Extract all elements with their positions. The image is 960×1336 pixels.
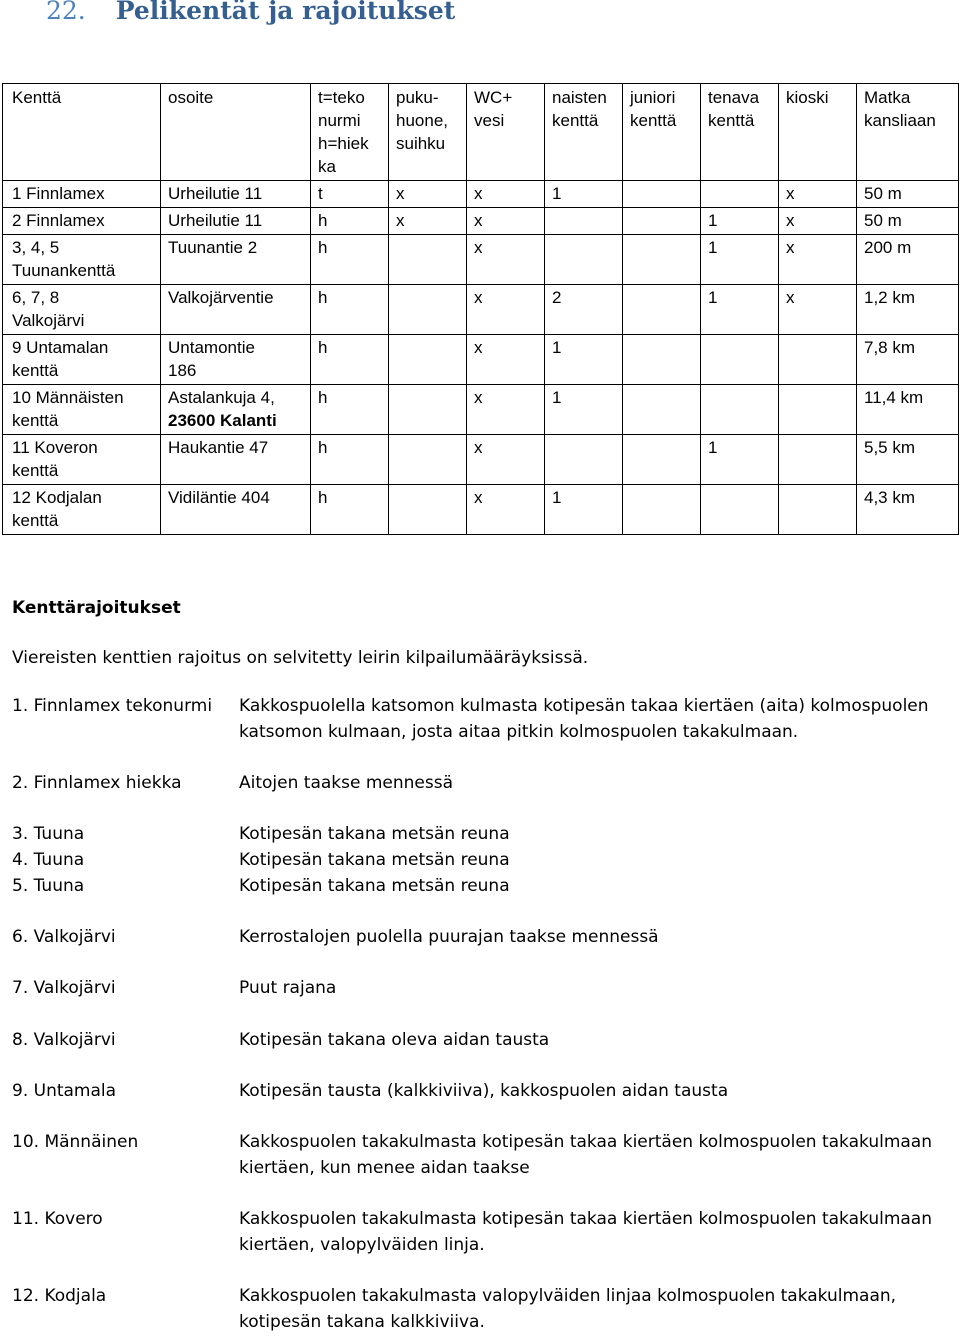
column-header xyxy=(623,84,701,181)
restriction-field-name: 11. Kovero xyxy=(12,1209,103,1229)
table-row xyxy=(3,285,959,335)
dressing-cell xyxy=(389,235,467,285)
header-text: osoite xyxy=(168,88,214,107)
header-text: t=teko xyxy=(318,88,365,107)
table-row xyxy=(3,485,959,535)
restriction-description xyxy=(239,847,951,873)
junior-cell xyxy=(623,435,701,485)
women-cell xyxy=(545,235,623,285)
header-text: WC+ xyxy=(474,88,513,107)
field-name-cell xyxy=(3,285,161,335)
section-title: Pelikentät ja rajoitukset xyxy=(115,0,456,25)
address-cell xyxy=(161,385,311,435)
field-name-cell xyxy=(3,235,161,285)
wc-cell: x xyxy=(467,385,545,435)
address: Valkojärventie xyxy=(168,288,274,307)
address: 23600 Kalanti xyxy=(168,411,277,430)
section-number: 22. xyxy=(46,0,86,25)
restriction-description xyxy=(239,1206,951,1258)
restriction-description xyxy=(239,873,951,899)
address-cell xyxy=(161,208,311,235)
restriction-description xyxy=(239,1078,951,1104)
column-header xyxy=(545,84,623,181)
header-text: nurmi xyxy=(318,111,361,130)
address: Untamontie xyxy=(168,338,255,357)
table-row xyxy=(3,435,959,485)
surface-cell: t xyxy=(311,181,389,208)
table-row xyxy=(3,208,959,235)
header-text: naisten xyxy=(552,88,607,107)
restriction-text: Kotipesän takana metsän reuna xyxy=(239,876,510,896)
wc-cell: x xyxy=(467,181,545,208)
restrictions-intro: Viereisten kenttien rajoitus on selvitetty leirin kilpailumääräyksissä. xyxy=(12,648,589,668)
dressing-cell xyxy=(389,485,467,535)
restriction-text: Kotipesän tausta (kalkkiviiva), kakkospuolen aidan tausta xyxy=(239,1081,729,1101)
field-name: Valkojärvi xyxy=(12,311,85,330)
kiosk-cell: x xyxy=(779,285,857,335)
header-text: kioski xyxy=(786,88,829,107)
restriction-text: Kakkospuolen takakulmasta kotipesän takaa kiertäen kolmospuolen takakulmaan xyxy=(239,1209,932,1229)
restriction-field-name: 6. Valkojärvi xyxy=(12,927,116,947)
kiosk-cell xyxy=(779,485,857,535)
tenava-cell: 1 xyxy=(701,235,779,285)
kiosk-cell: x xyxy=(779,208,857,235)
table-row xyxy=(3,181,959,208)
field-name: 3, 4, 5 xyxy=(12,238,60,257)
restriction-field-name: 1. Finnlamex tekonurmi xyxy=(12,696,213,716)
header-text: Kenttä xyxy=(12,88,62,107)
junior-cell xyxy=(623,385,701,435)
wc-cell: x xyxy=(467,335,545,385)
restriction-description xyxy=(239,693,951,745)
field-name-cell xyxy=(3,435,161,485)
field-name: 6, 7, 8 xyxy=(12,288,60,307)
dressing-cell: x xyxy=(389,208,467,235)
restriction-field-name: 8. Valkojärvi xyxy=(12,1030,116,1050)
junior-cell xyxy=(623,335,701,385)
restriction-field-name: 12. Kodjala xyxy=(12,1286,107,1306)
distance-cell: 11,4 km xyxy=(857,385,959,435)
junior-cell xyxy=(623,485,701,535)
women-cell: 1 xyxy=(545,335,623,385)
distance-cell: 4,3 km xyxy=(857,485,959,535)
table-row xyxy=(3,385,959,435)
distance-cell: 7,8 km xyxy=(857,335,959,385)
restriction-field-name: 7. Valkojärvi xyxy=(12,978,116,998)
address: Vidiläntie 404 xyxy=(168,488,270,507)
distance-cell: 50 m xyxy=(857,181,959,208)
wc-cell: x xyxy=(467,235,545,285)
distance-cell: 50 m xyxy=(857,208,959,235)
tenava-cell: 1 xyxy=(701,285,779,335)
field-name: kenttä xyxy=(12,511,59,530)
restriction-field-name: 3. Tuuna xyxy=(12,824,85,844)
women-cell xyxy=(545,208,623,235)
header-text: Matka xyxy=(864,88,911,107)
header-text: h=hiek xyxy=(318,134,369,153)
restriction-field-name: 4. Tuuna xyxy=(12,850,85,870)
field-name: 11 Koveron xyxy=(12,438,98,457)
tenava-cell xyxy=(701,385,779,435)
surface-cell: h xyxy=(311,435,389,485)
header-text: ka xyxy=(318,157,336,176)
restriction-text: Kakkospuolen takakulmasta kotipesän takaa kiertäen kolmospuolen takakulmaan xyxy=(239,1132,932,1152)
women-cell: 1 xyxy=(545,385,623,435)
column-header xyxy=(857,84,959,181)
table-header-row xyxy=(3,84,959,181)
tenava-cell: 1 xyxy=(701,208,779,235)
women-cell: 1 xyxy=(545,485,623,535)
dressing-cell xyxy=(389,385,467,435)
restriction-text: Kerrostalojen puolella puurajan taakse mennessä xyxy=(239,927,659,947)
distance-cell: 200 m xyxy=(857,235,959,285)
field-name-cell xyxy=(3,208,161,235)
kiosk-cell xyxy=(779,335,857,385)
column-header xyxy=(467,84,545,181)
restriction-description xyxy=(239,924,951,950)
restrictions-title: Kenttärajoitukset xyxy=(12,598,181,618)
surface-cell: h xyxy=(311,235,389,285)
header-text: kenttä xyxy=(708,111,755,130)
surface-cell: h xyxy=(311,335,389,385)
header-text: suihku xyxy=(396,134,446,153)
field-name: 10 Männäisten xyxy=(12,388,124,407)
section-heading xyxy=(46,0,455,25)
address-cell xyxy=(161,435,311,485)
field-name: kenttä xyxy=(12,461,59,480)
restriction-description xyxy=(239,1283,951,1335)
dressing-cell: x xyxy=(389,181,467,208)
address-cell xyxy=(161,181,311,208)
surface-cell: h xyxy=(311,208,389,235)
distance-cell: 5,5 km xyxy=(857,435,959,485)
address-cell xyxy=(161,235,311,285)
junior-cell xyxy=(623,235,701,285)
address-cell xyxy=(161,485,311,535)
field-name: 2 Finnlamex xyxy=(12,211,105,230)
women-cell xyxy=(545,435,623,485)
field-name-cell xyxy=(3,485,161,535)
junior-cell xyxy=(623,208,701,235)
address: 186 xyxy=(168,361,197,380)
junior-cell xyxy=(623,285,701,335)
restriction-field-name: 9. Untamala xyxy=(12,1081,117,1101)
table-row xyxy=(3,335,959,385)
address-cell xyxy=(161,335,311,385)
table-row xyxy=(3,235,959,285)
wc-cell: x xyxy=(467,285,545,335)
kiosk-cell xyxy=(779,385,857,435)
tenava-cell xyxy=(701,181,779,208)
junior-cell xyxy=(623,181,701,208)
header-text: juniori xyxy=(630,88,676,107)
address: Urheilutie 11 xyxy=(168,184,263,203)
wc-cell: x xyxy=(467,485,545,535)
surface-cell: h xyxy=(311,285,389,335)
kiosk-cell: x xyxy=(779,235,857,285)
header-text: kansliaan xyxy=(864,111,936,130)
kiosk-cell: x xyxy=(779,181,857,208)
restriction-text: Kakkospuolella katsomon kulmasta kotipesän takaa kiertäen (aita) kolmospuolen xyxy=(239,696,929,716)
header-text: vesi xyxy=(474,111,505,130)
field-name-cell xyxy=(3,181,161,208)
restriction-field-name: 5. Tuuna xyxy=(12,876,85,896)
column-header xyxy=(701,84,779,181)
column-header xyxy=(779,84,857,181)
field-name: 12 Kodjalan xyxy=(12,488,102,507)
field-name: Tuunankenttä xyxy=(12,261,116,280)
address: Tuunantie 2 xyxy=(168,238,258,257)
wc-cell: x xyxy=(467,208,545,235)
header-text: kenttä xyxy=(552,111,599,130)
tenava-cell: 1 xyxy=(701,435,779,485)
field-name: 9 Untamalan xyxy=(12,338,109,357)
header-text: tenava xyxy=(708,88,760,107)
restriction-description xyxy=(239,975,951,1001)
restriction-text: Puut rajana xyxy=(239,978,337,998)
tenava-cell xyxy=(701,335,779,385)
restriction-text: katsomon kulmaan, josta aitaa pitkin kolmospuolen takakulmaan. xyxy=(239,722,799,742)
restriction-text: kiertäen, kun menee aidan taakse xyxy=(239,1158,530,1178)
restriction-field-name: 2. Finnlamex hiekka xyxy=(12,773,182,793)
dressing-cell xyxy=(389,285,467,335)
dressing-cell xyxy=(389,335,467,385)
field-name-cell xyxy=(3,335,161,385)
women-cell: 1 xyxy=(545,181,623,208)
restriction-text: kiertäen, valopylväiden linja. xyxy=(239,1235,485,1255)
restriction-text: Aitojen taakse mennessä xyxy=(239,773,454,793)
dressing-cell xyxy=(389,435,467,485)
surface-cell: h xyxy=(311,485,389,535)
restriction-text: Kotipesän takana oleva aidan tausta xyxy=(239,1030,550,1050)
column-header xyxy=(311,84,389,181)
fields-table xyxy=(2,83,959,535)
women-cell: 2 xyxy=(545,285,623,335)
surface-cell: h xyxy=(311,385,389,435)
address: Urheilutie 11 xyxy=(168,211,263,230)
header-text: kenttä xyxy=(630,111,677,130)
distance-cell: 1,2 km xyxy=(857,285,959,335)
restriction-description xyxy=(239,1129,951,1181)
restriction-text: Kotipesän takana metsän reuna xyxy=(239,850,510,870)
header-text: huone, xyxy=(396,111,448,130)
field-name: 1 Finnlamex xyxy=(12,184,105,203)
kiosk-cell xyxy=(779,435,857,485)
wc-cell: x xyxy=(467,435,545,485)
address: Haukantie 47 xyxy=(168,438,269,457)
restriction-field-name: 10. Männäinen xyxy=(12,1132,139,1152)
field-name-cell xyxy=(3,385,161,435)
restriction-description xyxy=(239,770,951,796)
address: Astalankuja 4, xyxy=(168,388,275,407)
column-header xyxy=(389,84,467,181)
restriction-description xyxy=(239,1027,951,1053)
restriction-text: Kotipesän takana metsän reuna xyxy=(239,824,510,844)
restriction-description xyxy=(239,821,951,847)
field-name: kenttä xyxy=(12,411,59,430)
field-name: kenttä xyxy=(12,361,59,380)
address-cell xyxy=(161,285,311,335)
column-header xyxy=(161,84,311,181)
restriction-text: kotipesän takana kalkkiviiva. xyxy=(239,1312,485,1332)
column-header xyxy=(3,84,161,181)
header-text: puku- xyxy=(396,88,439,107)
tenava-cell xyxy=(701,485,779,535)
restriction-text: Kakkospuolen takakulmasta valopylväiden linjaa kolmospuolen takakulmaan, xyxy=(239,1286,897,1306)
